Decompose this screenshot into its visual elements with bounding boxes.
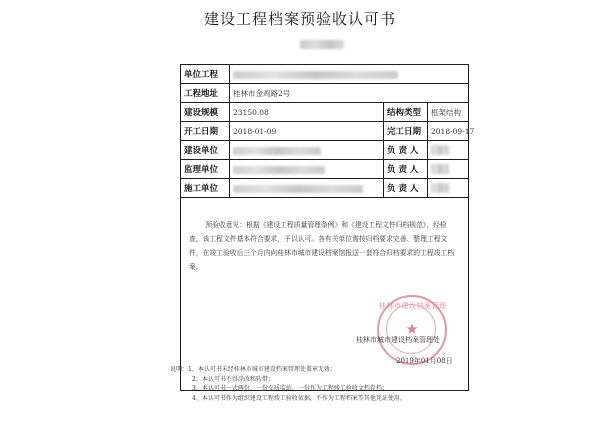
scale-label: 建设规模 [181, 103, 230, 122]
note-line: 说明：1、本认可书未经桂林市城市建设档案管理处盖章无效； [170, 366, 336, 373]
note-line: 3、本认可书一式两份，一份交质监站，一份作为工程竣工验收文档存档； [192, 385, 388, 392]
contractor-value [230, 179, 384, 198]
note-line: 4、本认可书作为组织建设工程竣工验收依据，不作为工程档案等其他凭证使用。 [192, 394, 406, 402]
opinion-text: 预验收意见：根据《建设工程质量管理条例》和《建设工程文件归档规范》，经检查，该工程文件基本符合要求，予以认可。各有关单位需按归档要求完善、整理工程文件，在竣工验收后三个月内向桂林市城市建设档案馆报送一套符合归档要求的工程竣工档案。 [189, 221, 455, 271]
address-value: 桂林市金鸡路2号 [230, 84, 469, 103]
row-builder [181, 141, 469, 160]
builder-person-value [428, 141, 469, 160]
official-seal [377, 295, 447, 365]
start-date-label: 开工日期 [181, 122, 230, 141]
note-line: 2、本认可书不得涂改和转借； [192, 375, 274, 383]
redacted-contractor [233, 185, 363, 193]
contractor-person-value [428, 179, 469, 198]
supervisor-person-label: 负 责 人 [384, 160, 428, 179]
row-scale [181, 103, 469, 122]
supervisor-value [230, 160, 384, 179]
opinion-box [181, 198, 468, 390]
contractor-person-label: 负 责 人 [384, 179, 428, 198]
supervisor-person-value [428, 160, 469, 179]
issuer-name: 桂林市城市建设档案管理处 [356, 336, 440, 344]
project-name-label: 单位工程 [181, 65, 230, 84]
issue-date: 2019年01月08日 [396, 357, 453, 365]
project-name-value [230, 65, 469, 84]
structure-value: 框架结构 [428, 103, 469, 122]
redacted-document-number [300, 40, 344, 49]
structure-label: 结构类型 [384, 103, 428, 122]
notes-section [170, 365, 490, 403]
redacted-contractor-person [431, 183, 449, 193]
builder-value [230, 141, 384, 160]
row-dates [181, 122, 469, 141]
supervisor-label: 监理单位 [181, 160, 230, 179]
redacted-builder [233, 147, 321, 155]
row-project-name [181, 65, 469, 84]
seal-star-icon: ★ [405, 320, 419, 338]
row-opinion [181, 198, 469, 391]
scale-value: 23150.08 [230, 103, 384, 122]
builder-person-label: 负 责 人 [384, 141, 428, 160]
completion-date-label: 完工日期 [384, 122, 428, 141]
opinion-cell [181, 198, 469, 391]
row-contractor [181, 179, 469, 198]
redacted-supervisor [233, 166, 325, 174]
start-date-value: 2018-01-09 [230, 122, 384, 141]
contractor-label: 施工单位 [181, 179, 230, 198]
redacted-supervisor-person [431, 164, 449, 174]
redacted-project-name [233, 71, 398, 79]
completion-date-value: 2018-09-17 [428, 122, 469, 141]
seal-text: 桂林市建设档案管理 [379, 302, 447, 310]
row-address [181, 84, 469, 103]
builder-label: 建设单位 [181, 141, 230, 160]
redacted-builder-person [431, 145, 449, 155]
document-title: 建设工程档案预验收认可书 [203, 10, 396, 28]
row-supervisor [181, 160, 469, 179]
project-info-table [180, 64, 475, 391]
address-label: 工程地址 [181, 84, 230, 103]
